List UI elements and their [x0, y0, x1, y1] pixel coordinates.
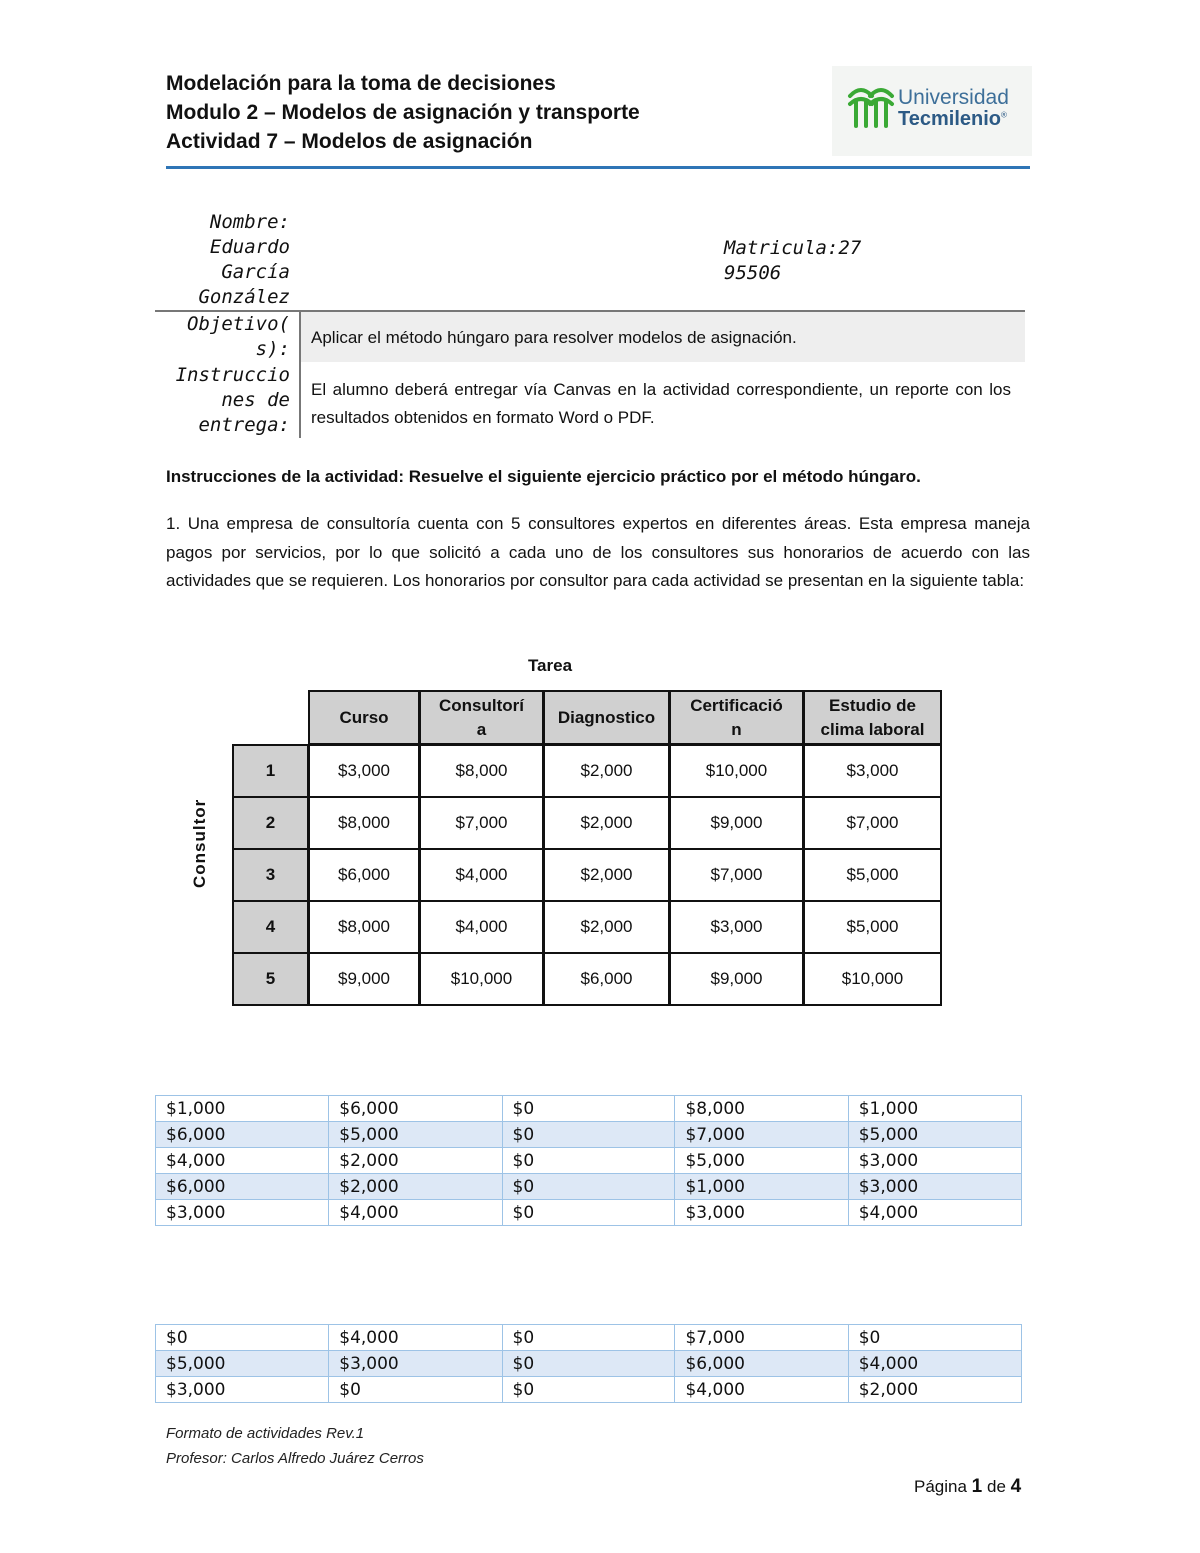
- logo-line1: Universidad: [898, 86, 1009, 109]
- cost-cell: $7,000: [419, 796, 544, 850]
- cost-cell: $9,000: [669, 796, 804, 850]
- column-header: Certificació n: [669, 690, 804, 745]
- cost-cell: $2,000: [543, 848, 670, 902]
- table-cell: $0: [502, 1325, 675, 1351]
- table-cell: $6,000: [675, 1351, 848, 1377]
- table-column-title: Tarea: [527, 656, 573, 675]
- activity-instructions: Instrucciones de la actividad: Resuelve el siguiente ejercicio práctico por el método húngaro.: [166, 467, 921, 486]
- column-header: Estudio de clima laboral: [803, 690, 942, 745]
- table-cell: $0: [502, 1351, 675, 1377]
- table-cell: $4,000: [329, 1325, 502, 1351]
- column-header: Curso: [308, 690, 420, 745]
- cost-cell: $3,000: [669, 900, 804, 954]
- table-cell: $5,000: [156, 1351, 329, 1377]
- table-cell: $4,000: [675, 1377, 848, 1403]
- table-cell: $6,000: [156, 1122, 329, 1148]
- cost-cell: $4,000: [419, 900, 544, 954]
- cost-cell: $2,000: [543, 796, 670, 850]
- table-cell: $0: [329, 1377, 502, 1403]
- delivery-label: Instruccio nes de entrega:: [175, 364, 290, 436]
- table-cell: $6,000: [156, 1174, 329, 1200]
- format-note: Formato de actividades Rev.1: [166, 1425, 365, 1442]
- table-cell: $4,000: [329, 1200, 502, 1226]
- cost-cell: $10,000: [803, 952, 942, 1006]
- table-cell: $3,000: [156, 1377, 329, 1403]
- table-cell: $0: [502, 1377, 675, 1403]
- table-row: [156, 1148, 1022, 1174]
- table-row: [156, 1096, 1022, 1122]
- cost-cell: $9,000: [669, 952, 804, 1006]
- table-cell: $4,000: [156, 1148, 329, 1174]
- table-cell: $0: [156, 1325, 329, 1351]
- row-label: 3: [232, 848, 309, 902]
- table-cell: $3,000: [848, 1174, 1021, 1200]
- table-row: [156, 1200, 1022, 1226]
- table-row: [156, 1325, 1022, 1351]
- cost-cell: $8,000: [308, 796, 420, 850]
- logo-mark-icon: [846, 82, 896, 132]
- table-cell: $7,000: [675, 1325, 848, 1351]
- table-cell: $5,000: [675, 1148, 848, 1174]
- reduced-table-1: [155, 1095, 1022, 1226]
- professor-note: Profesor: Carlos Alfredo Juárez Cerros: [166, 1450, 424, 1467]
- table-row: [156, 1377, 1022, 1403]
- row-label: 5: [232, 952, 309, 1006]
- cost-cell: $6,000: [543, 952, 670, 1006]
- cost-cell: $8,000: [419, 744, 544, 798]
- cost-cell: $7,000: [669, 848, 804, 902]
- row-label: 1: [232, 744, 309, 798]
- column-header: Consultorí a: [419, 690, 544, 745]
- module-title: Modulo 2 – Modelos de asignación y transporte: [166, 101, 640, 124]
- logo-line2: Tecmilenio®: [898, 108, 1007, 130]
- table-row: [156, 1174, 1022, 1200]
- table-cell: $6,000: [329, 1096, 502, 1122]
- matricula: Matricula:27 95506: [724, 237, 862, 284]
- cost-cell: $5,000: [803, 900, 942, 954]
- cost-cell: $2,000: [543, 900, 670, 954]
- objective-label: Objetivo( s):: [187, 313, 290, 360]
- table-cell: $3,000: [675, 1200, 848, 1226]
- cost-cell: $7,000: [803, 796, 942, 850]
- table-cell: $2,000: [329, 1148, 502, 1174]
- table-cell: $0: [502, 1096, 675, 1122]
- table-cell: $1,000: [675, 1174, 848, 1200]
- table-row: [156, 1122, 1022, 1148]
- table-cell: $4,000: [848, 1351, 1021, 1377]
- cost-cell: $6,000: [308, 848, 420, 902]
- column-header: Diagnostico: [543, 690, 670, 745]
- table-cell: $8,000: [675, 1096, 848, 1122]
- cost-cell: $2,000: [543, 744, 670, 798]
- row-label: 4: [232, 900, 309, 954]
- table-cell: $5,000: [848, 1122, 1021, 1148]
- objective-text: Aplicar el método húngaro para resolver modelos de asignación.: [311, 328, 797, 347]
- table-cell: $3,000: [329, 1351, 502, 1377]
- cost-cell: $10,000: [419, 952, 544, 1006]
- page-number: Página 1 de 4: [914, 1476, 1022, 1497]
- cost-cell: $8,000: [308, 900, 420, 954]
- table-cell: $3,000: [156, 1200, 329, 1226]
- table-cell: $4,000: [848, 1200, 1021, 1226]
- course-title: Modelación para la toma de decisiones: [166, 72, 556, 95]
- info-vertical-divider: [299, 312, 301, 438]
- activity-title: Actividad 7 – Modelos de asignación: [166, 130, 533, 153]
- cost-cell: $10,000: [669, 744, 804, 798]
- table-cell: $0: [848, 1325, 1021, 1351]
- table-cell: $5,000: [329, 1122, 502, 1148]
- table-cell: $2,000: [848, 1377, 1021, 1403]
- table-cell: $1,000: [156, 1096, 329, 1122]
- table-cell: $1,000: [848, 1096, 1021, 1122]
- delivery-text: El alumno deberá entregar vía Canvas en la actividad correspondiente, un reporte con los resultados obtenidos en formato Word o PDF.: [311, 380, 1011, 427]
- table-cell: $7,000: [675, 1122, 848, 1148]
- table-cell: $0: [502, 1122, 675, 1148]
- cost-cell: $3,000: [803, 744, 942, 798]
- reduced-table-2: [155, 1324, 1022, 1403]
- table-row-title: Consultor: [190, 798, 209, 888]
- cost-cell: $3,000: [308, 744, 420, 798]
- cost-cell: $4,000: [419, 848, 544, 902]
- table-cell: $0: [502, 1148, 675, 1174]
- table-row: [156, 1351, 1022, 1377]
- header-rule: [166, 166, 1030, 169]
- table-cell: $3,000: [848, 1148, 1021, 1174]
- table-cell: $2,000: [329, 1174, 502, 1200]
- table-cell: $0: [502, 1200, 675, 1226]
- problem-statement: 1. Una empresa de consultoría cuenta con 5 consultores expertos en diferentes áreas. Esta empresa maneja pagos por servicios, por lo que solicitó a cada uno de los consultores sus honorarios de acuerdo con las actividades que se requieren. Los honorarios por consultor para cada actividad se presentan en la siguiente tabla:: [166, 514, 1030, 590]
- row-label: 2: [232, 796, 309, 850]
- table-cell: $0: [502, 1174, 675, 1200]
- cost-cell: $5,000: [803, 848, 942, 902]
- cost-cell: $9,000: [308, 952, 420, 1006]
- name-label: Nombre: Eduardo García González: [198, 211, 290, 308]
